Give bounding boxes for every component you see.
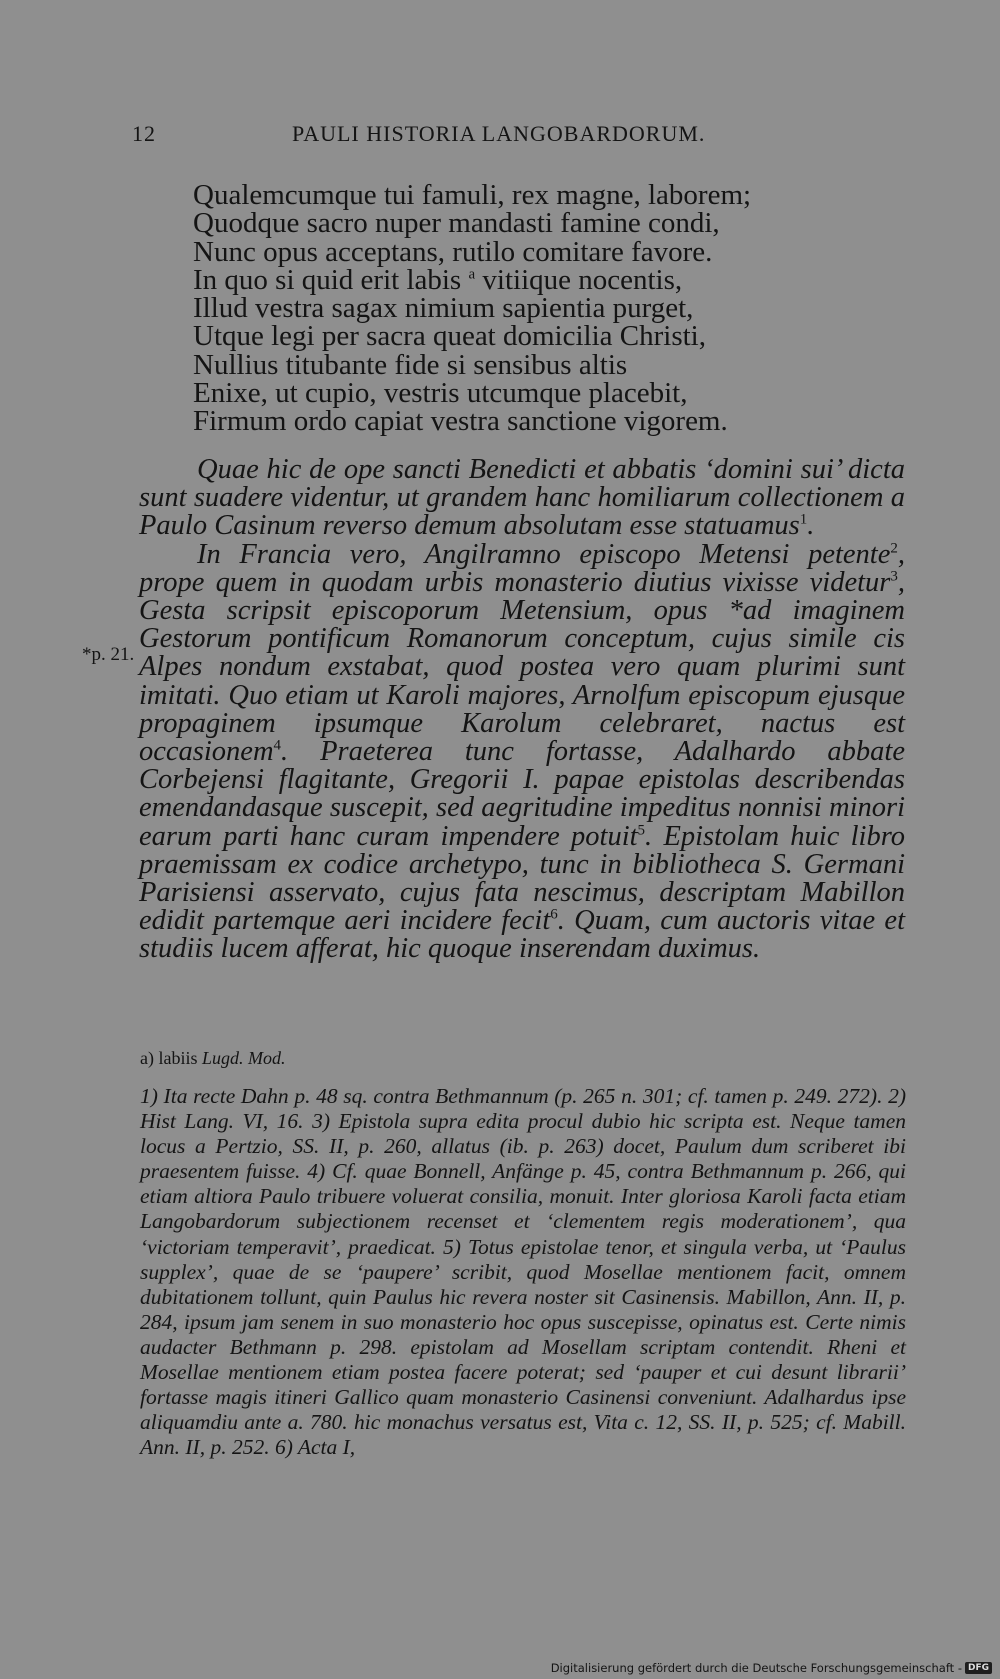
poem	[193, 181, 751, 436]
note-ref: 5	[637, 822, 646, 839]
paragraph-text: . Praeterea tunc fortasse, Adalhardo abbate Corbejensi flagitante, Gregorii I. papae epistolas describendas emendandasque suscepit, sed aegritudine impeditus nonnisi minori earum parti hanc curam impendere potuit	[139, 736, 905, 852]
page-number: 12	[132, 121, 156, 146]
note-ref: 1	[799, 511, 808, 528]
poem-line: Illud vestra sagax nimium sapientia purget,	[193, 292, 694, 325]
body-text	[139, 456, 905, 964]
footnote-mark: a	[468, 266, 476, 283]
poem-line: Firmum ordo capiat vestra sanctione vigorem.	[193, 405, 728, 438]
paragraph-text: . Quam, cum auctoris vitae et studiis lucem afferat, hic quoque inserendam duximus.	[139, 905, 905, 965]
note-ref: 6	[550, 906, 558, 923]
poem-line: Qualemcumque tui famuli, rex magne, laborem;	[193, 179, 752, 211]
paragraph-text: , prope quem in quodam urbis monasterio diutius vixisse videtur	[139, 538, 905, 598]
footnote-source: Lugd. Mod.	[201, 1048, 286, 1068]
poem-line-text: In quo si quid erit labis	[193, 263, 462, 296]
paragraph	[139, 538, 905, 965]
margin-page-reference: *p. 21.	[82, 644, 135, 665]
paragraph-text: , Gesta scripsit episcoporum Metensium, opus *ad imaginem Gestorum pontificum Romanorum conceptum, cujus simile cis Alpes nondum exstabat, quod postea vero quam plurimi sunt imitati. Quo etiam ut Karoli majores, Arnolfum episcopum ejusque propaginem ipsumque Karolum celebraret, nactus est occasionem	[139, 566, 905, 768]
footnote-a	[140, 1048, 286, 1069]
dfg-logo: DFG	[965, 1662, 992, 1674]
page-header	[132, 121, 898, 151]
running-title: PAULI HISTORIA LANGOBARDORUM.	[292, 121, 706, 146]
paragraph-text: Quae hic de ope sancti Benedicti et abbatis ‘domini sui’ dicta sunt suadere videntur, ut grandem hanc homiliarum collectionem a Paulo Casinum reverso demum absolutam esse statuamus	[139, 454, 905, 542]
poem-line: Nunc opus acceptans, rutilo comitare favore.	[193, 235, 713, 268]
poem-line: Quodque sacro nuper mandasti famine condi,	[193, 207, 720, 240]
poem-line-text: vitiique nocentis,	[475, 263, 683, 296]
footnotes: 1) Ita recte Dahn p. 48 sq. contra Bethmannum (p. 265 n. 301; cf. tamen p. 249. 272). 2) Hist Lang. VI, 16. 3) Epistola supra edita procul dubio hic scripta est. Neque tamen locus a Pertzio, SS. II, p. 260, allatus (ib. p. 263) docet, Paulum dum scriberet ibi praesentem fuisse. 4) Cf. quae Bonnell, Anfänge p. 45, contra Bethmannum p. 266, qui etiam altiora Paulo tribuere voluerat consilia, monuit. Inter gloriosa Karoli facta etiam Langobardorum subjectionem recenset et ‘clementem regis moderationem’, qua ‘victoriam temperavit’, praedicat. 5) Totus epistolae tenor, et singula verba, ut ‘Paulus supplex’, quae de se ‘paupere’ scribit, quod Mosellae mentionem facit, omnem dubitationem tollunt, quin Paulus hic revera noster sit Casinensis. Mabillon, Ann. II, p. 284, ipsum jam senem in suo monasterio hoc opus suscepisse, opinatus est. Certe nimis audacter Bethmann p. 298. epistolam ad Mosellam scriptam contendit. Rheni et Mosellae mentionem etiam postea facere poterat; sed ‘pauper et cui desunt librarii’ fortasse magis itineri Gallico quam monasterio Casinensi conveniunt. Adalhardus ipse aliquamdiu ante a. 780. hic monachus versatus est, Vita c. 12, SS. II, p. 525; cf. Mabill. Ann. II, p. 252. 6) Acta I,	[140, 1084, 906, 1460]
paragraph: Quae hic de ope sancti Benedicti et abbatis ‘domini sui’ dicta sunt suadere videntur, ut grandem hanc homiliarum collectionem a Paulo Casinum reverso demum absolutam esse statuamus$^1$.	[139, 454, 905, 542]
paragraph-text: In Francia vero, Angilramno episcopo Metensi petente	[197, 538, 891, 570]
paragraph-text: . Epistolam huic libro praemissam ex codice archetypo, tunc in bibliotheca S. Germani Parisiensi asservato, cujus fata nescimus, descriptam Mabillon edidit partemque aeri incidere fecit	[139, 820, 905, 937]
poem-line: Utque legi per sacra queat domicilia Christi,	[193, 320, 706, 353]
poem-line	[193, 263, 751, 296]
digitization-footer	[551, 1661, 992, 1675]
note-ref: 3	[890, 568, 898, 585]
poem-line: Enixe, ut cupio, vestris utcumque placebit,	[193, 377, 688, 410]
footnote-label: a) labiis	[140, 1048, 198, 1068]
poem-line: Nullius titubante fide si sensibus altis	[193, 348, 628, 381]
note-ref: 4	[273, 737, 282, 754]
note-ref: 2	[890, 540, 898, 557]
footer-text: Digitalisierung gefördert durch die Deutsche Forschungsgemeinschaft -	[550, 1661, 962, 1675]
